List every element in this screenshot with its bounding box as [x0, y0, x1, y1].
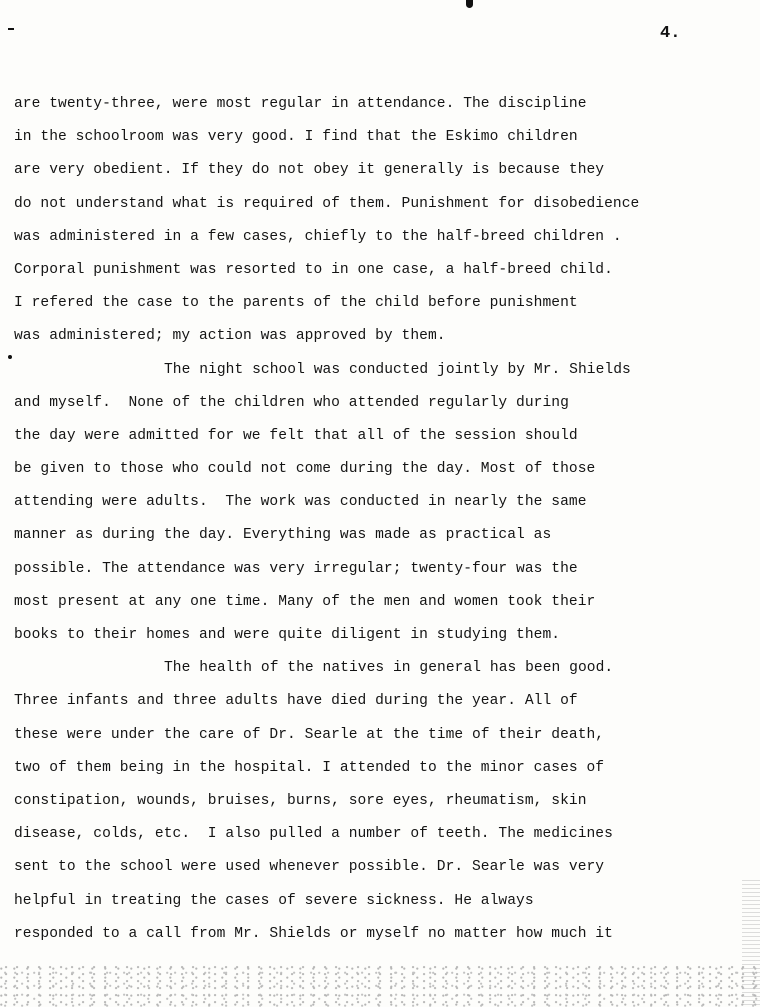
text-line: and myself. None of the children who attended regularly during	[14, 394, 569, 411]
text-line: do not understand what is required of them. Punishment for disobedience	[14, 195, 640, 212]
ink-mark	[466, 0, 473, 8]
text-line: are twenty-three, were most regular in attendance. The discipline	[14, 96, 587, 112]
text-line: possible. The attendance was very irregular; twenty-four was the	[14, 560, 578, 577]
text-line: are very obedient. If they do not obey it generally is because they	[14, 162, 605, 179]
ink-mark	[8, 28, 14, 30]
text-line: two of them being in the hospital. I attended to the minor cases of	[14, 759, 605, 776]
text-line: constipation, wounds, bruises, burns, sore eyes, rheumatism, skin	[14, 792, 587, 809]
text-line: disease, colds, etc. I also pulled a number of teeth. The medicines	[14, 826, 613, 843]
text-line: in the schoolroom was very good. I find that the Eskimo children	[14, 129, 578, 146]
text-line: I refered the case to the parents of the child before punishment	[14, 295, 578, 312]
scan-edge	[742, 880, 760, 1007]
text-line: was administered in a few cases, chiefly to the half-breed children .	[14, 228, 622, 245]
text-line: Corporal punishment was resorted to in one case, a half-breed child.	[14, 261, 613, 278]
paragraph-start-line: The night school was conducted jointly by Mr. Shields	[164, 361, 631, 378]
text-line: be given to those who could not come during the day. Most of those	[14, 461, 596, 478]
text-line: manner as during the day. Everything was made as practical as	[14, 527, 552, 544]
text-line: these were under the care of Dr. Searle at the time of their death,	[14, 726, 605, 743]
text-line: was administered; my action was approved by them.	[14, 328, 446, 345]
text-line: helpful in treating the cases of severe sickness. He always	[14, 892, 534, 909]
text-line: attending were adults. The work was conducted in nearly the same	[14, 494, 587, 511]
paragraph-start-line: The health of the natives in general has been good.	[164, 660, 614, 677]
body-text	[14, 88, 744, 951]
ink-mark	[8, 355, 12, 359]
text-line: books to their homes and were quite diligent in studying them.	[14, 627, 561, 643]
text-line: most present at any one time. Many of the men and women took their	[14, 593, 596, 610]
text-line: sent to the school were used whenever possible. Dr. Searle was very	[14, 859, 605, 876]
scan-noise	[0, 965, 760, 1007]
text-line: responded to a call from Mr. Shields or myself no matter how much it	[14, 925, 613, 942]
text-line: the day were admitted for we felt that all of the session should	[14, 427, 578, 444]
page-number: 4.	[660, 24, 681, 43]
text-line: Three infants and three adults have died during the year. All of	[14, 693, 578, 710]
